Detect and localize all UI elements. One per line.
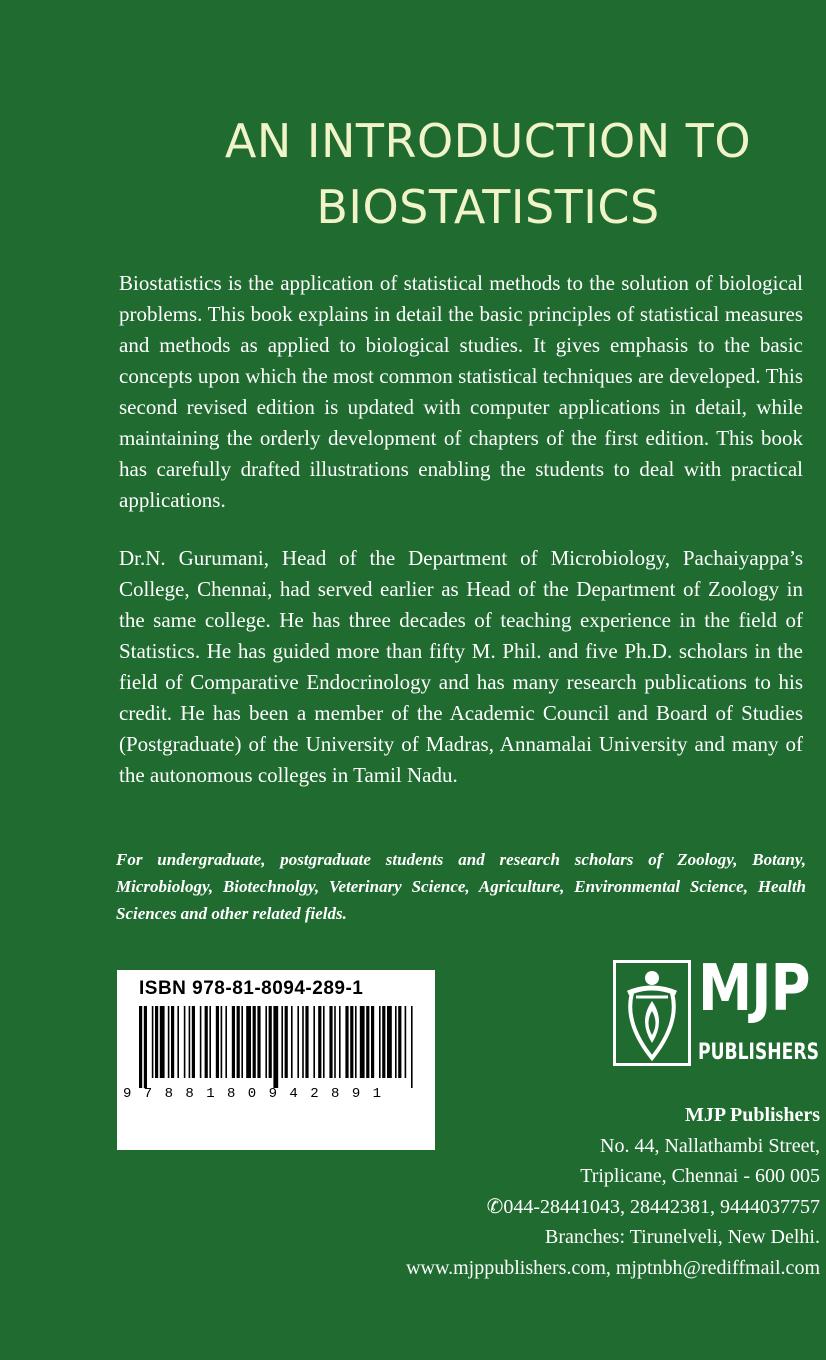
barcode-bar: [411, 1006, 413, 1088]
barcode-bars: [139, 1006, 415, 1088]
barcode-bar: [355, 1006, 357, 1078]
barcode-bar: [334, 1006, 336, 1078]
isbn-label: ISBN 978-81-8094-289-1: [139, 978, 364, 999]
book-title: [150, 108, 826, 240]
barcode-bar: [297, 1006, 299, 1078]
barcode-bar: [216, 1006, 219, 1078]
logo-subtitle: PUBLISHERS: [698, 1040, 819, 1065]
barcode-bar: [350, 1006, 353, 1078]
address-line-1: No. 44, Nallathambi Street,: [600, 1134, 820, 1157]
barcode-bar: [360, 1006, 365, 1078]
address-line-2: Triplicane, Chennai - 600 005: [580, 1165, 820, 1187]
barcode-bar: [221, 1006, 223, 1078]
barcode-bar: [395, 1006, 397, 1078]
barcode-bar: [345, 1006, 348, 1078]
phone-line: [300, 1192, 820, 1223]
barcode-bar: [168, 1006, 170, 1078]
barcode-bar: [177, 1006, 179, 1078]
barcode-bar: [382, 1006, 385, 1078]
barcode-bar: [241, 1006, 243, 1078]
book-title-line-2: BIOSTATISTICS: [316, 180, 660, 234]
barcode-bar: [155, 1006, 158, 1078]
publisher-address: [300, 1100, 820, 1283]
barcode-bar: [366, 1006, 369, 1078]
barcode-bar: [225, 1006, 227, 1078]
web-line: www.mjppublishers.com, mjptnbh@rediffmail.com: [406, 1256, 820, 1279]
barcode-bar: [209, 1006, 211, 1078]
barcode-bar: [318, 1006, 321, 1078]
barcode-bar: [269, 1006, 272, 1078]
barcode-bar: [171, 1006, 174, 1078]
barcode-bar: [281, 1006, 283, 1078]
barcode-digits: 9788180942891: [123, 1086, 394, 1102]
audience-statement: For undergraduate, postgraduate students and research scholars of Zoology, Botany, Microbiology, Biotechnolgy, Veterinary Science, Agriculture, Environmental Science, Health Sciences and other related fields.: [116, 850, 806, 923]
logo-mark: MJP: [698, 952, 810, 1026]
barcode-bar: [379, 1006, 381, 1078]
barcode-bar: [302, 1006, 304, 1078]
barcode-bar: [387, 1006, 392, 1078]
barcode-bar: [339, 1006, 341, 1078]
barcode-bar: [285, 1006, 288, 1078]
barcode-bar: [398, 1006, 401, 1078]
barcode-bar: [139, 1006, 142, 1088]
barcode-bar: [200, 1006, 202, 1078]
barcode-bar: [323, 1006, 325, 1078]
branches-line: Branches: Tirunelveli, New Delhi.: [545, 1226, 820, 1248]
barcode-bar: [313, 1006, 315, 1078]
barcode-bar: [371, 1006, 374, 1078]
barcode-bar: [291, 1006, 293, 1078]
logo-emblem-icon: [613, 960, 691, 1066]
barcode-bar: [257, 1006, 260, 1078]
barcode-bar: [253, 1006, 256, 1078]
barcode-bar: [232, 1006, 235, 1078]
book-description: Biostatistics is the application of statistical methods to the solution of biological problems. This book explains in detail the basic principles of statistical measures and methods as applied to biological studies. It gives emphasis to the basic concepts upon which the most common statistical techniques are developed. This second revised edition is updated with computer applications in detail, while maintaining the orderly development of chapters of the first edition. This book has carefully drafted illustrations enabling the students to deal with practical applications.: [119, 271, 803, 512]
barcode-bar: [160, 1006, 165, 1078]
barcode-bar: [329, 1006, 332, 1078]
barcode-bar: [192, 1006, 195, 1078]
barcode-bar: [246, 1006, 251, 1078]
barcode-bar: [189, 1006, 191, 1078]
barcode-bar: [205, 1006, 208, 1078]
barcode-bar: [184, 1006, 186, 1078]
barcode-bar: [152, 1006, 154, 1078]
barcode-bar: [144, 1006, 147, 1088]
barcode-bar: [305, 1006, 308, 1078]
barcode-bar: [273, 1006, 278, 1088]
publisher-name: MJP Publishers: [684, 1104, 820, 1126]
author-bio: Dr.N. Gurumani, Head of the Department of Microbiology, Pachaiyappa’s College, Chennai, had served earlier as Head of the Department of Zoology in the same college. He has three decades of teaching experience in the field of Statistics. He has guided more than fifty M. Phil. and five Ph.D. scholars in the field of Comparative Endocrinology and has many research publications to his credit. He has been a member of the Academic Council and Board of Studies (Postgraduate) of the University of Madras, Annamalai University and many of the autonomous colleges in Tamil Nadu.: [119, 546, 803, 787]
barcode-bar: [265, 1006, 267, 1078]
phone-icon: ✆: [486, 1195, 504, 1218]
book-title-line-1: AN INTRODUCTION TO: [224, 114, 752, 168]
phone-numbers: 044-28441043, 28442381, 9444037757: [503, 1195, 820, 1218]
publisher-logo: [613, 952, 819, 1070]
barcode-bar: [405, 1006, 407, 1078]
barcode-bar: [237, 1006, 240, 1078]
